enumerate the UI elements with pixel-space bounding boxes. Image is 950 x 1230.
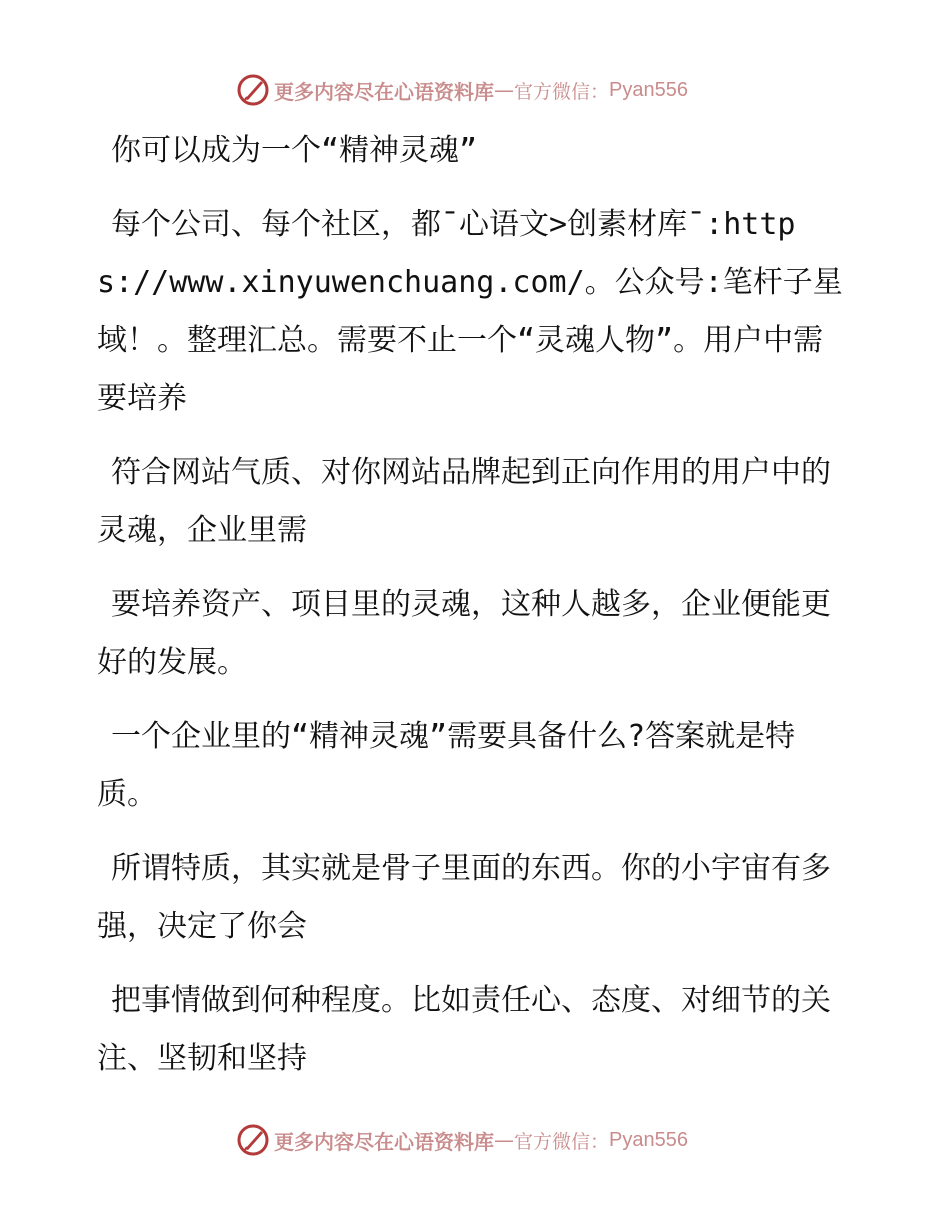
banner-main-text: 更多内容尽在心语资料库 — [274, 1129, 494, 1154]
banner-dash: — — [494, 1128, 514, 1152]
banner-wechat-label: 官方微信： — [514, 1130, 610, 1153]
footer-banner — [236, 1122, 688, 1158]
banner-dash: — — [494, 78, 514, 102]
paragraph-5: 一个企业里的“精神灵魂”需要具备什么?答案就是特质。 — [97, 719, 796, 812]
quill-logo-icon — [236, 1123, 270, 1157]
banner-main-text: 更多内容尽在心语资料库 — [274, 79, 494, 104]
paragraph-1: 你可以成为一个“精神灵魂” — [111, 133, 478, 168]
quill-logo-icon — [236, 73, 270, 107]
banner-wechat-label: 官方微信： — [514, 80, 610, 103]
paragraph-2: 每个公司、每个社区，都¯心语文>创素材库¯:https://www.xinyuwenchuang.com/。公众号:笔杆子星域！。整理汇总。需要不止一个“灵魂人物”。用户中需要培养 — [97, 207, 843, 416]
paragraph-3: 符合网站气质、对你网站品牌起到正向作用的用户中的灵魂，企业里需 — [97, 455, 831, 548]
document-body — [97, 122, 847, 1104]
paragraph-4: 要培养资产、项目里的灵魂，这种人越多，企业便能更好的发展。 — [97, 587, 831, 680]
banner-wechat-id: Pyan556 — [609, 1128, 688, 1151]
paragraph-7: 把事情做到何种程度。比如责任心、态度、对细节的关注、坚韧和坚持 — [97, 983, 831, 1076]
header-banner — [236, 72, 688, 108]
banner-wechat-id: Pyan556 — [609, 78, 688, 101]
paragraph-6: 所谓特质，其实就是骨子里面的东西。你的小宇宙有多强，决定了你会 — [97, 851, 831, 944]
